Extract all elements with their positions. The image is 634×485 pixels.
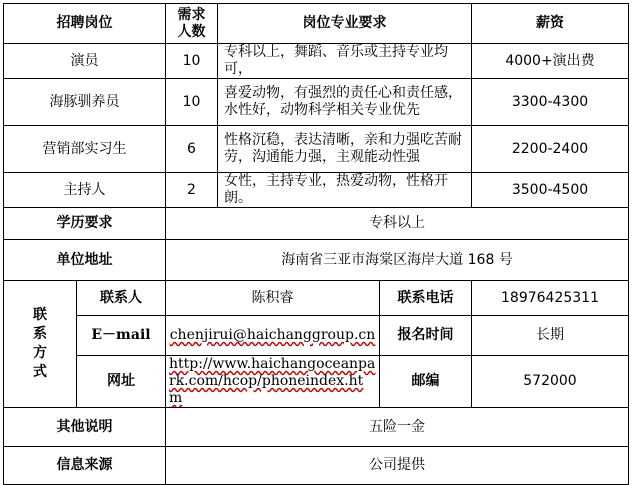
header-position: 招聘岗位 — [4, 4, 166, 44]
job-count: 2 — [166, 173, 218, 208]
contact-phone-value: 18976425311 — [472, 281, 629, 316]
contact-website-row — [4, 356, 629, 408]
header-salary: 薪资 — [472, 4, 629, 44]
job-salary: 2200-2400 — [472, 126, 629, 173]
contact-person-label: 联系人 — [77, 281, 166, 316]
contact-email-label: E－mail — [77, 316, 166, 356]
recruitment-table — [3, 3, 629, 485]
header-row — [4, 4, 629, 44]
contact-section-label — [4, 281, 77, 408]
job-requirement: 专科以上，舞蹈、音乐或主持专业均可， — [218, 44, 472, 79]
contact-website-label: 网址 — [77, 356, 166, 408]
other-value: 五险一金 — [166, 408, 629, 447]
education-label: 学历要求 — [4, 208, 166, 240]
source-value: 公司提供 — [166, 447, 629, 485]
job-requirement: 女性，主持专业，热爱动物，性格开朗。 — [218, 173, 472, 208]
job-salary: 4000+演出费 — [472, 44, 629, 79]
source-row — [4, 447, 629, 485]
contact-email-row — [4, 316, 629, 356]
contact-zip-value: 572000 — [472, 356, 629, 408]
contact-person-value: 陈积睿 — [166, 281, 380, 316]
address-row — [4, 240, 629, 281]
job-title: 营销部实习生 — [4, 126, 166, 173]
contact-phone-label: 联系电话 — [380, 281, 472, 316]
contact-report-value: 长期 — [472, 316, 629, 356]
job-title: 海豚驯养员 — [4, 79, 166, 126]
header-requirements: 岗位专业要求 — [218, 4, 472, 44]
other-label: 其他说明 — [4, 408, 166, 447]
job-title: 演员 — [4, 44, 166, 79]
contact-person-row — [4, 281, 629, 316]
education-value: 专科以上 — [166, 208, 629, 240]
address-value: 海南省三亚市海棠区海岸大道 168 号 — [166, 240, 629, 281]
education-row — [4, 208, 629, 240]
job-row — [4, 44, 629, 79]
job-salary: 3300-4300 — [472, 79, 629, 126]
header-count: 需求人数 — [166, 4, 218, 44]
contact-zip-label: 邮编 — [380, 356, 472, 408]
email-link[interactable]: chenjirui@haichanggroup.cn — [169, 327, 376, 343]
contact-email-value — [166, 316, 380, 356]
website-link[interactable]: http://www.haichangoceanpark.com/hcop/phoneindex.htm — [169, 356, 376, 406]
job-row — [4, 126, 629, 173]
job-count: 10 — [166, 79, 218, 126]
other-row — [4, 408, 629, 447]
job-requirement: 喜爱动物，有强烈的责任心和责任感，水性好，动物科学相关专业优先 — [218, 79, 472, 126]
contact-report-label: 报名时间 — [380, 316, 472, 356]
job-count: 10 — [166, 44, 218, 79]
contact-section-label-text: 联系方式 — [33, 307, 47, 380]
job-title: 主持人 — [4, 173, 166, 208]
address-label: 单位地址 — [4, 240, 166, 281]
source-label: 信息来源 — [4, 447, 166, 485]
job-row — [4, 173, 629, 208]
job-count: 6 — [166, 126, 218, 173]
job-requirement: 性格沉稳，表达清晰，亲和力强吃苦耐劳，沟通能力强，主观能动性强 — [218, 126, 472, 173]
contact-website-value — [166, 356, 380, 408]
job-salary: 3500-4500 — [472, 173, 629, 208]
job-row — [4, 79, 629, 126]
